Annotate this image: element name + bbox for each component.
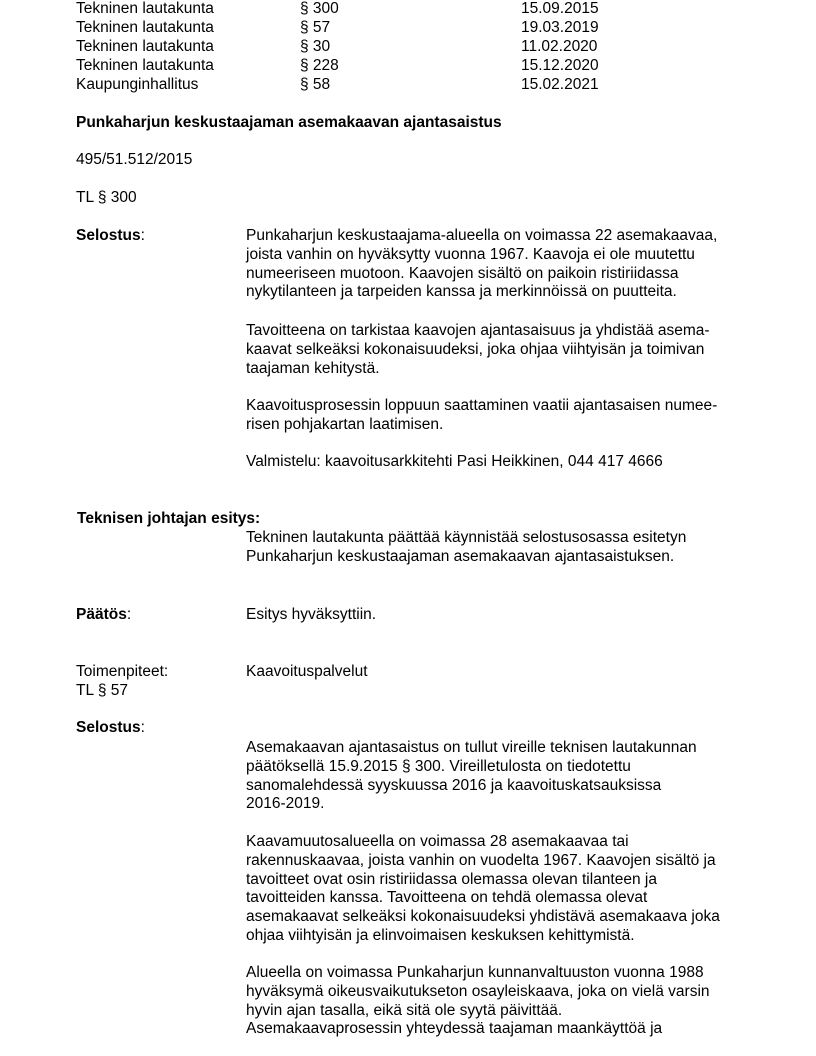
selostus-paragraph: Kaavoitusprosessin loppuun saattaminen vaatii ajantasaisen numee- risen pohjakartan laatimisen. (246, 397, 718, 433)
history-date: 15.02.2021 (521, 76, 599, 93)
preparer-contact: Valmistelu: kaavoitusarkkitehti Pasi Heikkinen, 044 417 4666 (246, 453, 663, 470)
history-date: 15.09.2015 (521, 0, 599, 17)
selostus-paragraph: Kaavamuutosalueella on voimassa 28 asemakaavaa tai rakennuskaavaa, joista vanhin on vuodelta 1967. Kaavojen sisältö ja tavoitteet ovat osin ristiriidassa olemassa olevan tilanteen ja tavoitteiden kanssa. Tavoitteena on tehdä olemassa olevat asemakaavat selkeäksi kokonaisuudeksi yhdistävä asemakaava joka ohjaa viihtyisän ja elinvoimaisen keskuksen kehittymistä. (246, 833, 720, 944)
history-date: 15.12.2020 (521, 57, 599, 74)
selostus-label: Selostus: (76, 719, 145, 736)
history-body: Tekninen lautakunta (76, 0, 214, 17)
history-body: Tekninen lautakunta (76, 38, 214, 55)
selostus-paragraph: Asemakaavan ajantasaistus on tullut vireille teknisen lautakunnan päätöksellä 15.9.2015 § 300. Vireilletulosta on tiedotettu sanomalehdessä syyskuussa 2016 ja kaavoituskatsauksissa 2016-2019. (246, 739, 697, 813)
decision-label: Päätös: (76, 606, 132, 623)
actions-label: Toimenpiteet: (76, 663, 169, 680)
history-date: 19.03.2019 (521, 19, 599, 36)
selostus-label: Selostus: (76, 227, 145, 244)
meeting-reference: TL § 57 (76, 682, 128, 699)
history-date: 11.02.2020 (521, 38, 598, 55)
history-section: § 30 (300, 38, 331, 55)
proposal-label: Teknisen johtajan esitys: (77, 510, 261, 527)
history-body: Kaupunginhallitus (76, 76, 199, 93)
selostus-paragraph: Tavoitteena on tarkistaa kaavojen ajantasaisuus ja yhdistää asema- kaavat selkeäksi kokonaisuudeksi, joka ohjaa viihtyisän ja toimivan taajaman kehitystä. (246, 322, 710, 377)
history-section: § 228 (300, 57, 339, 74)
selostus-paragraph: Alueella on voimassa Punkaharjun kunnanvaltuuston vuonna 1988 hyväksymä oikeusvaikutukseton osayleiskaava, joka on vielä varsin hyvin ajan tasalla, eikä sitä ole syytä päivittää. Asemakaavaprosessin yhteydessä taajaman maankäyttöä ja (246, 964, 710, 1038)
history-body: Tekninen lautakunta (76, 19, 214, 36)
selostus-paragraph: Punkaharjun keskustaajama-alueella on voimassa 22 asemakaavaa, joista vanhin on hyväksytty vuonna 1967. Kaavoja ei ole muutettu numeeriseen muotoon. Kaavojen sisältö on paikoin ristiriidassa nykytilanteen ja tarpeiden kanssa ja merkinnöissä on puutteita. (246, 227, 718, 301)
record-number: 495/51.512/2015 (76, 151, 193, 168)
history-section: § 300 (300, 0, 339, 17)
history-body: Tekninen lautakunta (76, 57, 214, 74)
history-section: § 58 (300, 76, 331, 93)
history-section: § 57 (300, 19, 331, 36)
decision-text: Esitys hyväksyttiin. (246, 606, 377, 623)
proposal-text: Tekninen lautakunta päättää käynnistää selostusosassa esitetyn Punkaharjun keskustaajaman asemakaavan ajantasaistuksen. (246, 529, 687, 565)
document-title: Punkaharjun keskustaajaman asemakaavan ajantasaistus (76, 114, 502, 131)
meeting-reference: TL § 300 (76, 189, 137, 206)
actions-text: Kaavoituspalvelut (246, 663, 368, 680)
